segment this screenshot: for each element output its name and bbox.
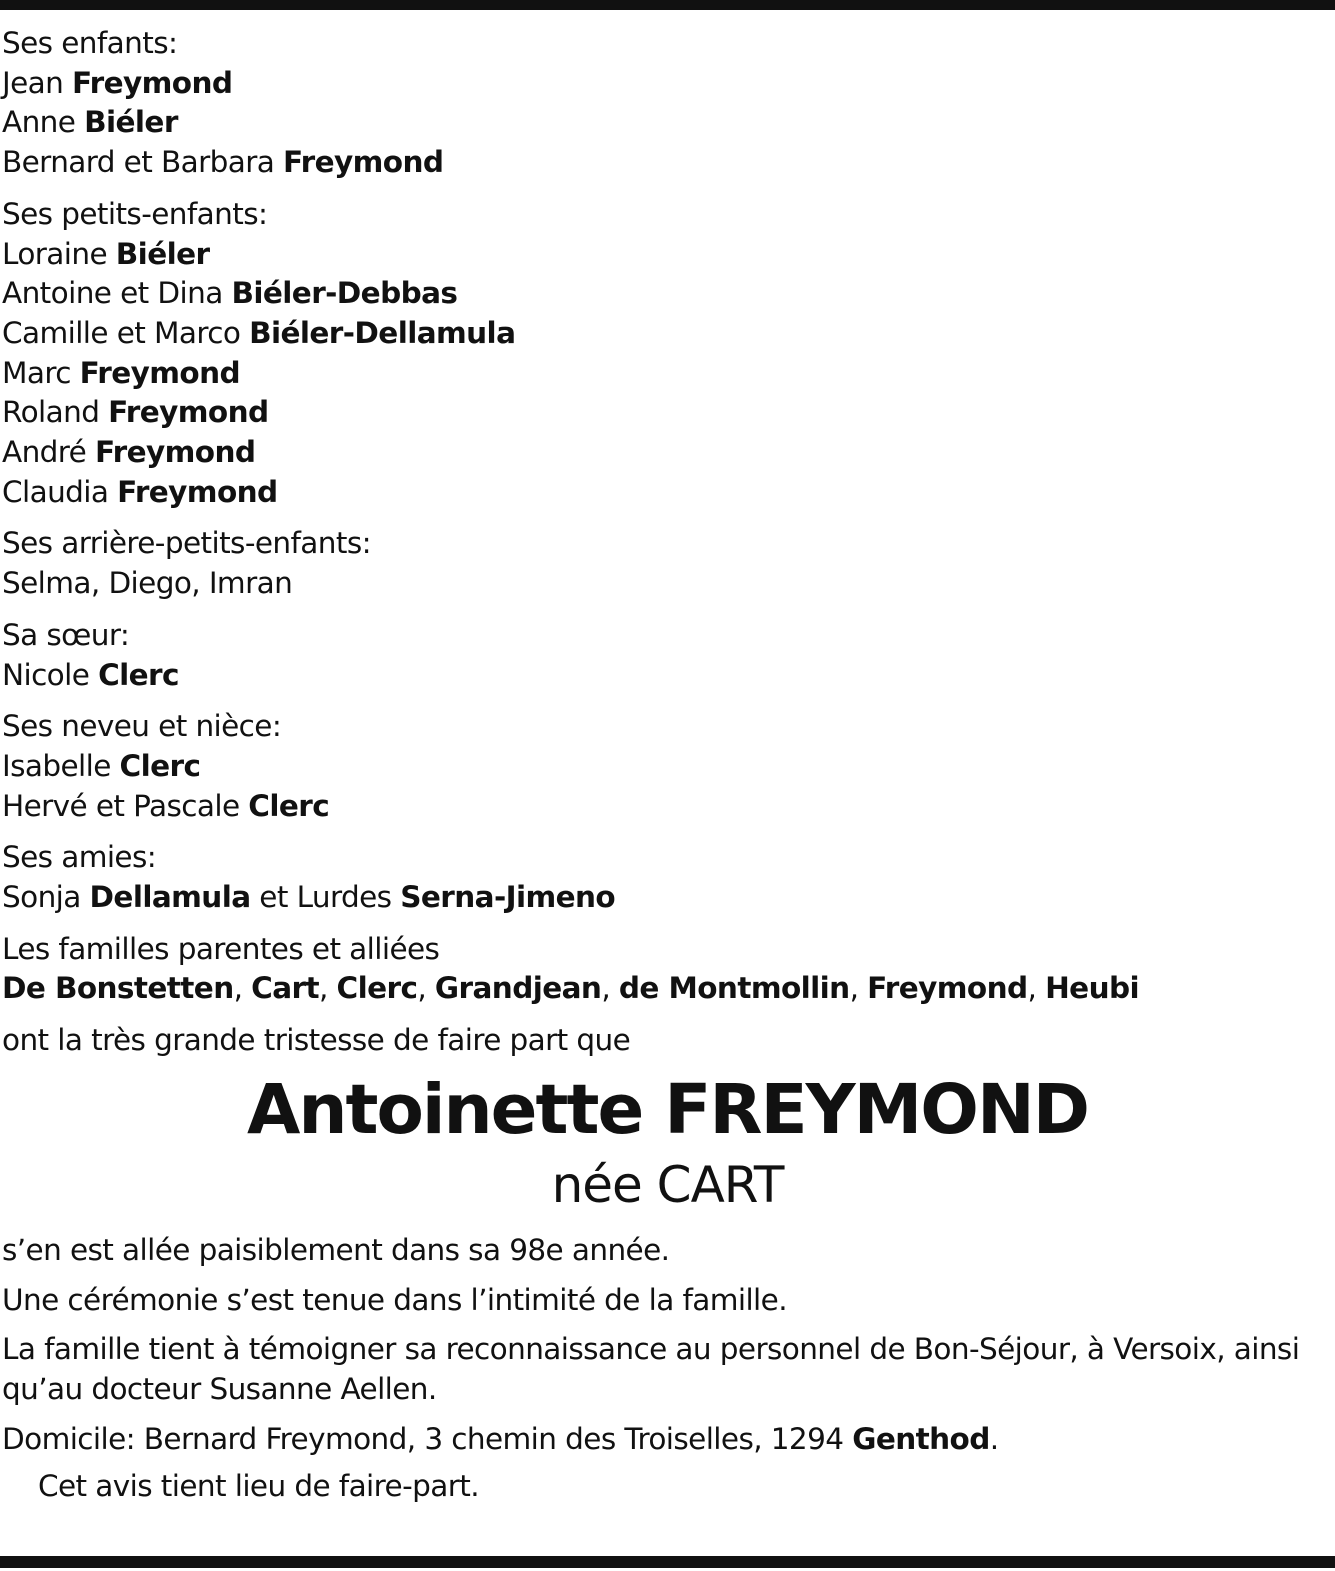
friend-first-name: Sonja (2, 880, 90, 915)
relative-surname: Biéler (115, 236, 210, 271)
family-name: Grandjean (434, 971, 602, 1006)
group-heading: Ses arrière-petits-enfants: (2, 526, 371, 561)
friend-surname: Serna-Jimeno (400, 880, 616, 915)
relative-line (2, 103, 1333, 143)
family-name: Freymond (867, 971, 1028, 1006)
friend-surname: Dellamula (89, 880, 251, 915)
passing-text: s’en est allée paisiblement dans sa 98e année. (2, 1232, 670, 1267)
relative-given-names: Hervé et Pascale (2, 788, 249, 823)
deceased-birth-name: née CART (551, 1155, 784, 1214)
domicile-text: Domicile: Bernard Freymond, 3 chemin des Troiselles, 1294 (2, 1421, 853, 1456)
relative-given-names: Roland (2, 395, 109, 430)
group-heading: Ses enfants: (2, 26, 178, 60)
family-name: Clerc (336, 971, 418, 1006)
relative-given-names: André (2, 435, 96, 470)
obituary-notice (2, 24, 1333, 1507)
family-name: de Montmollin (618, 971, 850, 1006)
relative-line (2, 473, 1333, 513)
relative-surname: Clerc (98, 657, 179, 692)
relative-surname: Freymond (95, 435, 256, 470)
relative-line (2, 564, 1333, 604)
family-group (2, 524, 1333, 603)
relative-line (2, 235, 1333, 275)
notice-text: Cet avis tient lieu de faire-part. (38, 1469, 479, 1504)
relative-line (2, 143, 1333, 183)
family-name: Cart (251, 971, 319, 1006)
relative-surname: Freymond (117, 474, 278, 509)
domicile-end: . (989, 1421, 999, 1456)
thanks-text: La famille tient à témoigner sa reconnaissance au personnel de Bon-Séjour, à Versoix, ainsi qu’au docteur Susanne Aellen. (2, 1332, 1300, 1406)
relative-given-names: Antoine et Dina (2, 276, 232, 311)
relative-surname: Freymond (108, 395, 269, 430)
group-heading: Ses petits-enfants: (2, 196, 268, 231)
relative-given-names: Camille et Marco (2, 315, 250, 350)
group-heading: Ses amies: (2, 840, 157, 875)
relative-given-names: Isabelle (2, 748, 120, 783)
family-separator: , (1027, 971, 1046, 1006)
family-separator: , (849, 971, 868, 1006)
family-group (2, 24, 1333, 183)
bottom-rule (0, 1556, 1335, 1568)
domicile-line (2, 1420, 1333, 1460)
relative-line (2, 656, 1333, 696)
relative-surname: Freymond (283, 145, 444, 180)
relative-line (2, 314, 1333, 354)
relative-line (2, 747, 1333, 787)
domicile-city: Genthod (852, 1421, 990, 1456)
group-heading: Sa sœur: (2, 617, 130, 652)
relative-line (2, 433, 1333, 473)
relative-surname: Clerc (248, 788, 330, 823)
relative-surname: Biéler-Dellamula (249, 315, 516, 350)
deceased-name: Antoinette FREYMOND (247, 1069, 1088, 1150)
friend-conjunction: et Lurdes (250, 880, 401, 915)
relative-surname: Biéler-Debbas (231, 276, 458, 311)
family-separator: , (233, 971, 252, 1006)
group-heading: Les familles parentes et alliées (2, 931, 440, 966)
relative-line (2, 354, 1333, 394)
friends-group (2, 838, 1333, 917)
ceremony-text: Une cérémonie s’est tenue dans l’intimité de la famille. (2, 1282, 787, 1317)
announcement-text: ont la très grande tristesse de faire part que (2, 1023, 631, 1058)
relative-surname: Clerc (119, 748, 201, 783)
relative-given-names: Marc (2, 355, 80, 390)
relative-line (2, 393, 1333, 433)
friends-line (2, 878, 1333, 918)
top-rule (0, 0, 1335, 10)
family-separator: , (417, 971, 435, 1006)
family-separator: , (318, 971, 337, 1006)
family-separator: , (601, 971, 619, 1006)
families-group (2, 930, 1333, 1009)
relative-surname: Freymond (79, 355, 240, 390)
relative-surname: Freymond (72, 65, 233, 100)
relative-given-names: Bernard et Barbara (2, 145, 284, 180)
family-name: Heubi (1045, 971, 1140, 1006)
relative-line (2, 787, 1333, 827)
family-name: De Bonstetten (2, 971, 234, 1006)
relative-given-names: Claudia (2, 474, 118, 509)
family-group (2, 616, 1333, 695)
relative-given-names: Jean (2, 65, 73, 100)
family-names-line (2, 969, 1333, 1009)
relative-line (2, 274, 1333, 314)
family-group (2, 195, 1333, 513)
relative-given-names: Nicole (2, 657, 99, 692)
relative-line (2, 64, 1333, 104)
relative-given-names: Anne (2, 105, 85, 140)
group-heading: Ses neveu et nièce: (2, 709, 282, 744)
relative-surname: Biéler (84, 105, 178, 140)
family-groups (2, 24, 1333, 826)
family-group (2, 707, 1333, 826)
relative-given-names: Selma, Diego, Imran (2, 566, 293, 601)
relative-given-names: Loraine (2, 236, 116, 271)
